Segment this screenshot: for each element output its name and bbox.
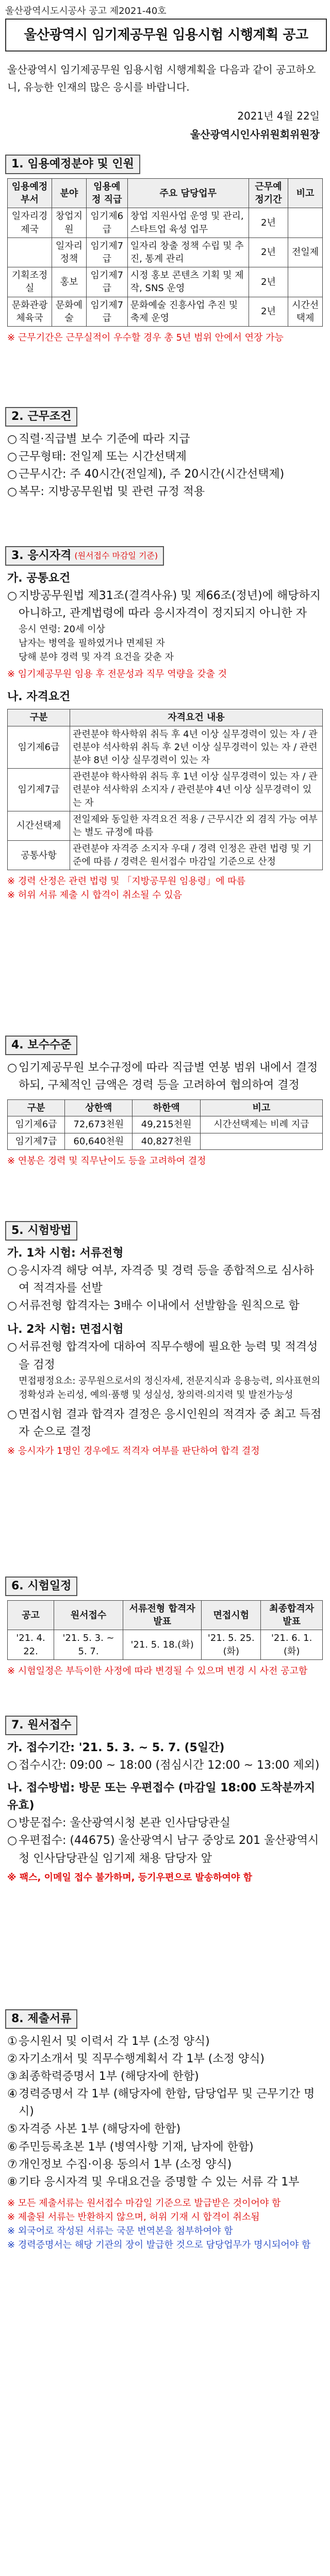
- section-2-body: [7, 431, 323, 501]
- bullet-icon: ○: [7, 1408, 18, 1421]
- bullet-icon: ○: [7, 589, 18, 603]
- section-3-body: 가. 공통요건 ○ 지방공무원법 제31조(결격사유) 및 제66조(정년)에 해당하지 아니하고, 관계법령에 따라 응시자격이 정지되지 아니한 자 응시 연령: 20세 이상 남자는 병역을 필하였거나 면제된 자 당해 분야 경력 및 자격 요건을 갖춘 자 ※ 임기제공무원 임용 후 전문성과 직무 역량을 갖출 것 나. 자격요건 구분 자격요건 내용 임기제6급 관련분야 학사학위 취득 후 4년 이상 실무경력이 있는 자 / 관련분야 석사학위 취득 후 2년 이상 실무경력이 있는 자 / 관련분야 8년 이상 실무경력이 있는 자 임기제7급 관련분야 학사학위 취득 후 1년 이상 실무경력이 있는 자 / 관련분야 석사학위 소지자 / 관련분야 4년 이상 실무경력이 있는 자 시간선택제 전일제와 동일한 자격요건 적용 / 근무시간 외 겸직 가능 여부는 별도 규정에 따름 공통사항 관련분야 자격증 소지자 우대 / 경력 인정은 관련 법령 및 기준에 따름 / 경력은 원서접수 마감일 기준으로 산정 ※ 경력 산정은 관련 법령 및 「지방공무원 임용령」에 따름 ※ 허위 서류 제출 시 합격이 취소될 수 있음: [7, 570, 323, 902]
- list-item: ⑤ 자격증 사본 1부 (해당자에 한함): [7, 2121, 323, 2138]
- qualification-table: 구분 자격요건 내용 임기제6급 관련분야 학사학위 취득 후 4년 이상 실무경력이 있는 자 / 관련분야 석사학위 취득 후 2년 이상 실무경력이 있는 자 / 관련분야 8년 이상 실무경력이 있는 자 임기제7급 관련분야 학사학위 취득 후 1년 이상 실무경력이 있는 자 / 관련분야 석사학위 소지자 / 관련분야 4년 이상 실무경력이 있는 자 시간선택제 전일제와 동일한 자격요건 적용 / 근무시간 외 겸직 가능 여부는 별도 규정에 따름 공통사항 관련분야 자격증 소지자 우대 / 경력 인정은 관련 법령 및 기준에 따름 / 경력은 원서접수 마감일 기준으로 산정: [7, 709, 323, 870]
- cell-duty: 시정 홍보 콘텐츠 기획 및 제작, SNS 운영: [127, 267, 249, 297]
- table-row: 임기제6급 72,673천원 49,215천원 시간선택제는 비례 지급: [8, 1116, 323, 1133]
- bullet-icon: ②: [7, 2053, 18, 2066]
- section-4-title: 4. 보수수준: [5, 1036, 77, 1055]
- cell-dept: 기획조정실: [8, 267, 52, 297]
- table-row: [8, 267, 323, 297]
- col-note: 비고: [288, 179, 323, 208]
- bullet-icon: ○: [7, 450, 18, 464]
- bullet-icon: ○: [7, 433, 18, 446]
- bullet-icon: ④: [7, 2088, 18, 2101]
- cell-period: 2년: [249, 297, 288, 326]
- cell-period: 2년: [249, 267, 288, 297]
- bullet-icon: ○: [7, 485, 18, 499]
- cell-field: 문화예술: [52, 297, 87, 326]
- col-rank: 임용예정 직급: [86, 179, 127, 208]
- bullet-icon: ⑦: [7, 2158, 18, 2171]
- cell-note: [288, 208, 323, 238]
- section-6-title: 6. 시험일정: [5, 1577, 77, 1596]
- cell-field: 일자리정책: [52, 238, 87, 267]
- list-item: ⑦ 개인정보 수집·이용 동의서 1부 (소정 양식): [7, 2156, 323, 2174]
- cell-note: 시간선택제: [288, 297, 323, 326]
- list-item: ③ 최종학력증명서 1부 (해당자에 한함): [7, 2068, 323, 2086]
- cell-field: 홍보: [52, 267, 87, 297]
- subheading: 가. 접수기간: '21. 5. 3. ~ 5. 7. (5일간): [7, 1741, 225, 1754]
- notice-date: 2021년 4월 22일: [237, 110, 320, 122]
- list-item: ④ 경력증명서 각 1부 (해당자에 한함, 담당업무 및 근무기간 명시): [7, 2086, 323, 2121]
- recruit-table: [7, 178, 323, 327]
- subheading: 나. 접수방법: 방문 또는 우편접수 (마감일 18:00 도착분까지 유효): [7, 1782, 316, 1812]
- table-row: [8, 297, 323, 326]
- cell-dept: [8, 238, 52, 267]
- bullet-icon: ⑥: [7, 2140, 18, 2154]
- bullet-icon: ①: [7, 2035, 18, 2048]
- list-item: 남자는 병역을 필하였거나 면제된 자: [19, 638, 165, 649]
- list-item: ① 응시원서 및 이력서 각 1부 (소정 양식): [7, 2033, 323, 2050]
- table-row: [8, 208, 323, 238]
- bullet-icon: ⑧: [7, 2175, 18, 2189]
- cell-field: 창업지원: [52, 208, 87, 238]
- cell-rank: 임기제7급: [86, 238, 127, 267]
- bullet-icon: ○: [7, 1341, 18, 1354]
- bullet-icon: ○: [7, 1759, 18, 1772]
- bullet-icon: ○: [7, 1264, 18, 1278]
- list-item: 당해 분야 경력 및 자격 요건을 갖춘 자: [19, 652, 174, 663]
- subheading: 가. 1차 시험: 서류전형: [7, 1247, 124, 1260]
- cell-duty: 문화예술 진흥사업 추진 및 축제 운영: [127, 297, 249, 326]
- cell-dept: 문화관광체육국: [8, 297, 52, 326]
- cell-rank: 임기제7급: [86, 267, 127, 297]
- notice-org: 울산광역시인사위원회위원장: [190, 128, 320, 141]
- section-6-body: 공고 원서접수 서류전형 합격자 발표 면접시험 최종합격자 발표 '21. 4. 22. '21. 5. 3. ~ 5. 7. '21. 5. 18.(화) '21. 5. 25.(화) '21. 6. 1.(화) ※ 시험일정은 부득이한 사정에 따라 변경될 수 있으며 변경 시 사전 공고함: [7, 1600, 323, 1678]
- section-2-title: 2. 근무조건: [5, 407, 77, 427]
- cell-note: [288, 267, 323, 297]
- table-row: '21. 4. 22. '21. 5. 3. ~ 5. 7. '21. 5. 18.(화) '21. 5. 25.(화) '21. 6. 1.(화): [8, 1630, 323, 1659]
- section-1-title: 1. 임용예정분야 및 인원: [5, 155, 140, 174]
- subheading: 나. 자격요건: [7, 690, 71, 704]
- col-dept: 임용예정 부서: [8, 179, 52, 208]
- cell-duty: 일자리 창출 정책 수립 및 추진, 통계 관리: [127, 238, 249, 267]
- section-7-title: 7. 원서접수: [5, 1716, 77, 1735]
- table-row: 공통사항 관련분야 자격증 소지자 우대 / 경력 인정은 관련 법령 및 기준에 따름 / 경력은 원서접수 마감일 기준으로 산정: [8, 841, 323, 870]
- list-item: ○ 복무: 지방공무원법 및 관련 규정 적용: [7, 483, 323, 501]
- section-3-title: 3. 응시자격 (원서접수 마감일 기준): [5, 546, 164, 566]
- table-row: 임기제7급 관련분야 학사학위 취득 후 1년 이상 실무경력이 있는 자 / 관련분야 석사학위 소지자 / 관련분야 4년 이상 실무경력이 있는 자: [8, 769, 323, 811]
- subheading: 가. 공통요건: [7, 572, 71, 585]
- list-item: ② 자기소개서 및 직무수행계획서 각 1부 (소정 양식): [7, 2050, 323, 2068]
- list-item: ○ 직렬·직급별 보수 기준에 따라 지급: [7, 431, 323, 448]
- notice-number: 울산광역시도시공사 공고 제2021-40호: [5, 6, 167, 16]
- list-item: ⑧ 기타 응시자격 및 우대요건을 증명할 수 있는 서류 각 1부: [7, 2174, 323, 2191]
- schedule-table: 공고 원서접수 서류전형 합격자 발표 면접시험 최종합격자 발표 '21. 4. 22. '21. 5. 3. ~ 5. 7. '21. 5. 18.(화) '21. 5. 25.(화) '21. 6. 1.(화): [7, 1600, 323, 1660]
- bullet-icon: ○: [7, 468, 18, 481]
- col-period: 근무예정기간: [249, 179, 288, 208]
- notice-title: 울산광역시 임기제공무원 임용시험 시행계획 공고: [5, 19, 327, 52]
- list-item: ⑥ 주민등록초본 1부 (병역사항 기재, 남자에 한함): [7, 2139, 323, 2156]
- bullet-icon: ③: [7, 2070, 18, 2083]
- section-7-body: 가. 접수기간: '21. 5. 3. ~ 5. 7. (5일간) ○ 접수시간: 09:00 ~ 18:00 (점심시간 12:00 ~ 13:00 제외) 나. 접수방법: 방문 또는 우편접수 (마감일 18:00 도착분까지 유효) ○ 방문접수: 울산광역시청 본관 인사담당관실 ○ 우편접수: (44675) 울산광역시 남구 중앙로 201 울산광역시청 인사담당관실 임기제 채용 담당자 앞 ※ 팩스, 이메일 접수 불가하며, 등기우편으로 발송하여야 함: [7, 1739, 323, 1885]
- subheading: 나. 2차 시험: 면접시험: [7, 1323, 124, 1336]
- list-item: ○ 근무형태: 전일제 또는 시간선택제: [7, 448, 323, 466]
- cell-rank: 임기제7급: [86, 297, 127, 326]
- salary-table: 구분 상한액 하한액 비고 임기제6급 72,673천원 49,215천원 시간선택제는 비례 지급 임기제7급 60,640천원 40,827천원: [7, 1099, 323, 1150]
- table-row: [8, 238, 323, 267]
- cell-rank: 임기제6급: [86, 208, 127, 238]
- cell-period: 2년: [249, 208, 288, 238]
- list-item: ○ 근무시간: 주 40시간(전일제), 주 20시간(시간선택제): [7, 466, 323, 483]
- section-8-body: ① 응시원서 및 이력서 각 1부 (소정 양식) ② 자기소개서 및 직무수행계획서 각 1부 (소정 양식) ③ 최종학력증명서 1부 (해당자에 한함) ④ 경력증명서 각 1부 (해당자에 한함, 담당업무 및 근무기간 명시) ⑤ 자격증 사본 1부 (해당자에 한함) ⑥ 주민등록초본 1부 (병역사항 기재, 남자에 한함) ⑦ 개인정보 수집·이용 동의서 1부 (소정 양식) ⑧ 기타 응시자격 및 우대요건을 증명할 수 있는 서류 각 1부 ※ 모든 제출서류는 원서접수 마감일 기준으로 발급받은 것이어야 함 ※ 제출된 서류는 반환하지 않으며, 허위 기재 시 합격이 취소됨 ※ 외국어로 작성된 서류는 국문 번역본을 첨부하여야 함 ※ 경력증명서는 해당 기관의 장이 발급한 것으로 담당업무가 명시되어야 함: [7, 2033, 323, 2252]
- section-1-table-wrap: [7, 178, 323, 345]
- section-1-footnote: ※ 근무기간은 근무실적이 우수할 경우 총 5년 범위 안에서 연장 가능: [7, 332, 284, 343]
- col-duty: 주요 담당업무: [127, 179, 249, 208]
- list-item: 응시 연령: 20세 이상: [19, 624, 105, 635]
- cell-duty: 창업 지원사업 운영 및 관리, 스타트업 육성 업무: [127, 208, 249, 238]
- section-5-body: 가. 1차 시험: 서류전형 ○ 응시자격 해당 여부, 자격증 및 경력 등을 종합적으로 심사하여 적격자를 선발 ○ 서류전형 합격자는 3배수 이내에서 선발함을 원칙으로 함 나. 2차 시험: 면접시험 ○ 서류전형 합격자에 대하여 직무수행에 필요한 능력 및 적격성을 검정 면접평정요소: 공무원으로서의 정신자세, 전문지식과 응용능력, 의사표현의 정확성과 논리성, 예의·품행 및 성실성, 창의력·의지력 및 발전가능성 ○ 면접시험 결과 합격자 결정은 응시인원의 적격자 중 최고 득점자 순으로 결정 ※ 응시자가 1명인 경우에도 적격자 여부를 판단하여 합격 결정: [7, 1245, 323, 1458]
- notice-intro: 울산광역시 임기제공무원 임용시험 시행계획을 다음과 같이 공고하오니, 유능한 인재의 많은 응시를 바랍니다.: [7, 63, 316, 93]
- bullet-icon: ○: [7, 1817, 18, 1830]
- col-field: 분야: [52, 179, 87, 208]
- section-4-body: ○ 임기제공무원 보수규정에 따라 직급별 연봉 범위 내에서 결정하되, 구체적인 금액은 경력 등을 고려하여 협의하여 결정 구분 상한액 하한액 비고 임기제6급 72,673천원 49,215천원 시간선택제는 비례 지급 임기제7급 60,640천원 40,827천원 ※ 연봉은 경력 및 직무난이도 등을 고려하여 결정: [7, 1059, 323, 1168]
- cell-period: 2년: [249, 238, 288, 267]
- table-row: 시간선택제 전일제와 동일한 자격요건 적용 / 근무시간 외 겸직 가능 여부는 별도 규정에 따름: [8, 811, 323, 840]
- bullet-icon: ○: [7, 1061, 18, 1074]
- bullet-icon: ○: [7, 1299, 18, 1313]
- bullet-icon: ⑤: [7, 2123, 18, 2136]
- table-row: 임기제6급 관련분야 학사학위 취득 후 4년 이상 실무경력이 있는 자 / 관련분야 석사학위 취득 후 2년 이상 실무경력이 있는 자 / 관련분야 8년 이상 실무경력이 있는 자: [8, 726, 323, 769]
- section-5-title: 5. 시험방법: [5, 1221, 77, 1241]
- section-8-title: 8. 제출서류: [5, 2009, 77, 2029]
- cell-dept: 일자리경제국: [8, 208, 52, 238]
- bullet-icon: ○: [7, 1834, 18, 1848]
- table-row: 임기제7급 60,640천원 40,827천원: [8, 1133, 323, 1149]
- cell-note: 전일제: [288, 238, 323, 267]
